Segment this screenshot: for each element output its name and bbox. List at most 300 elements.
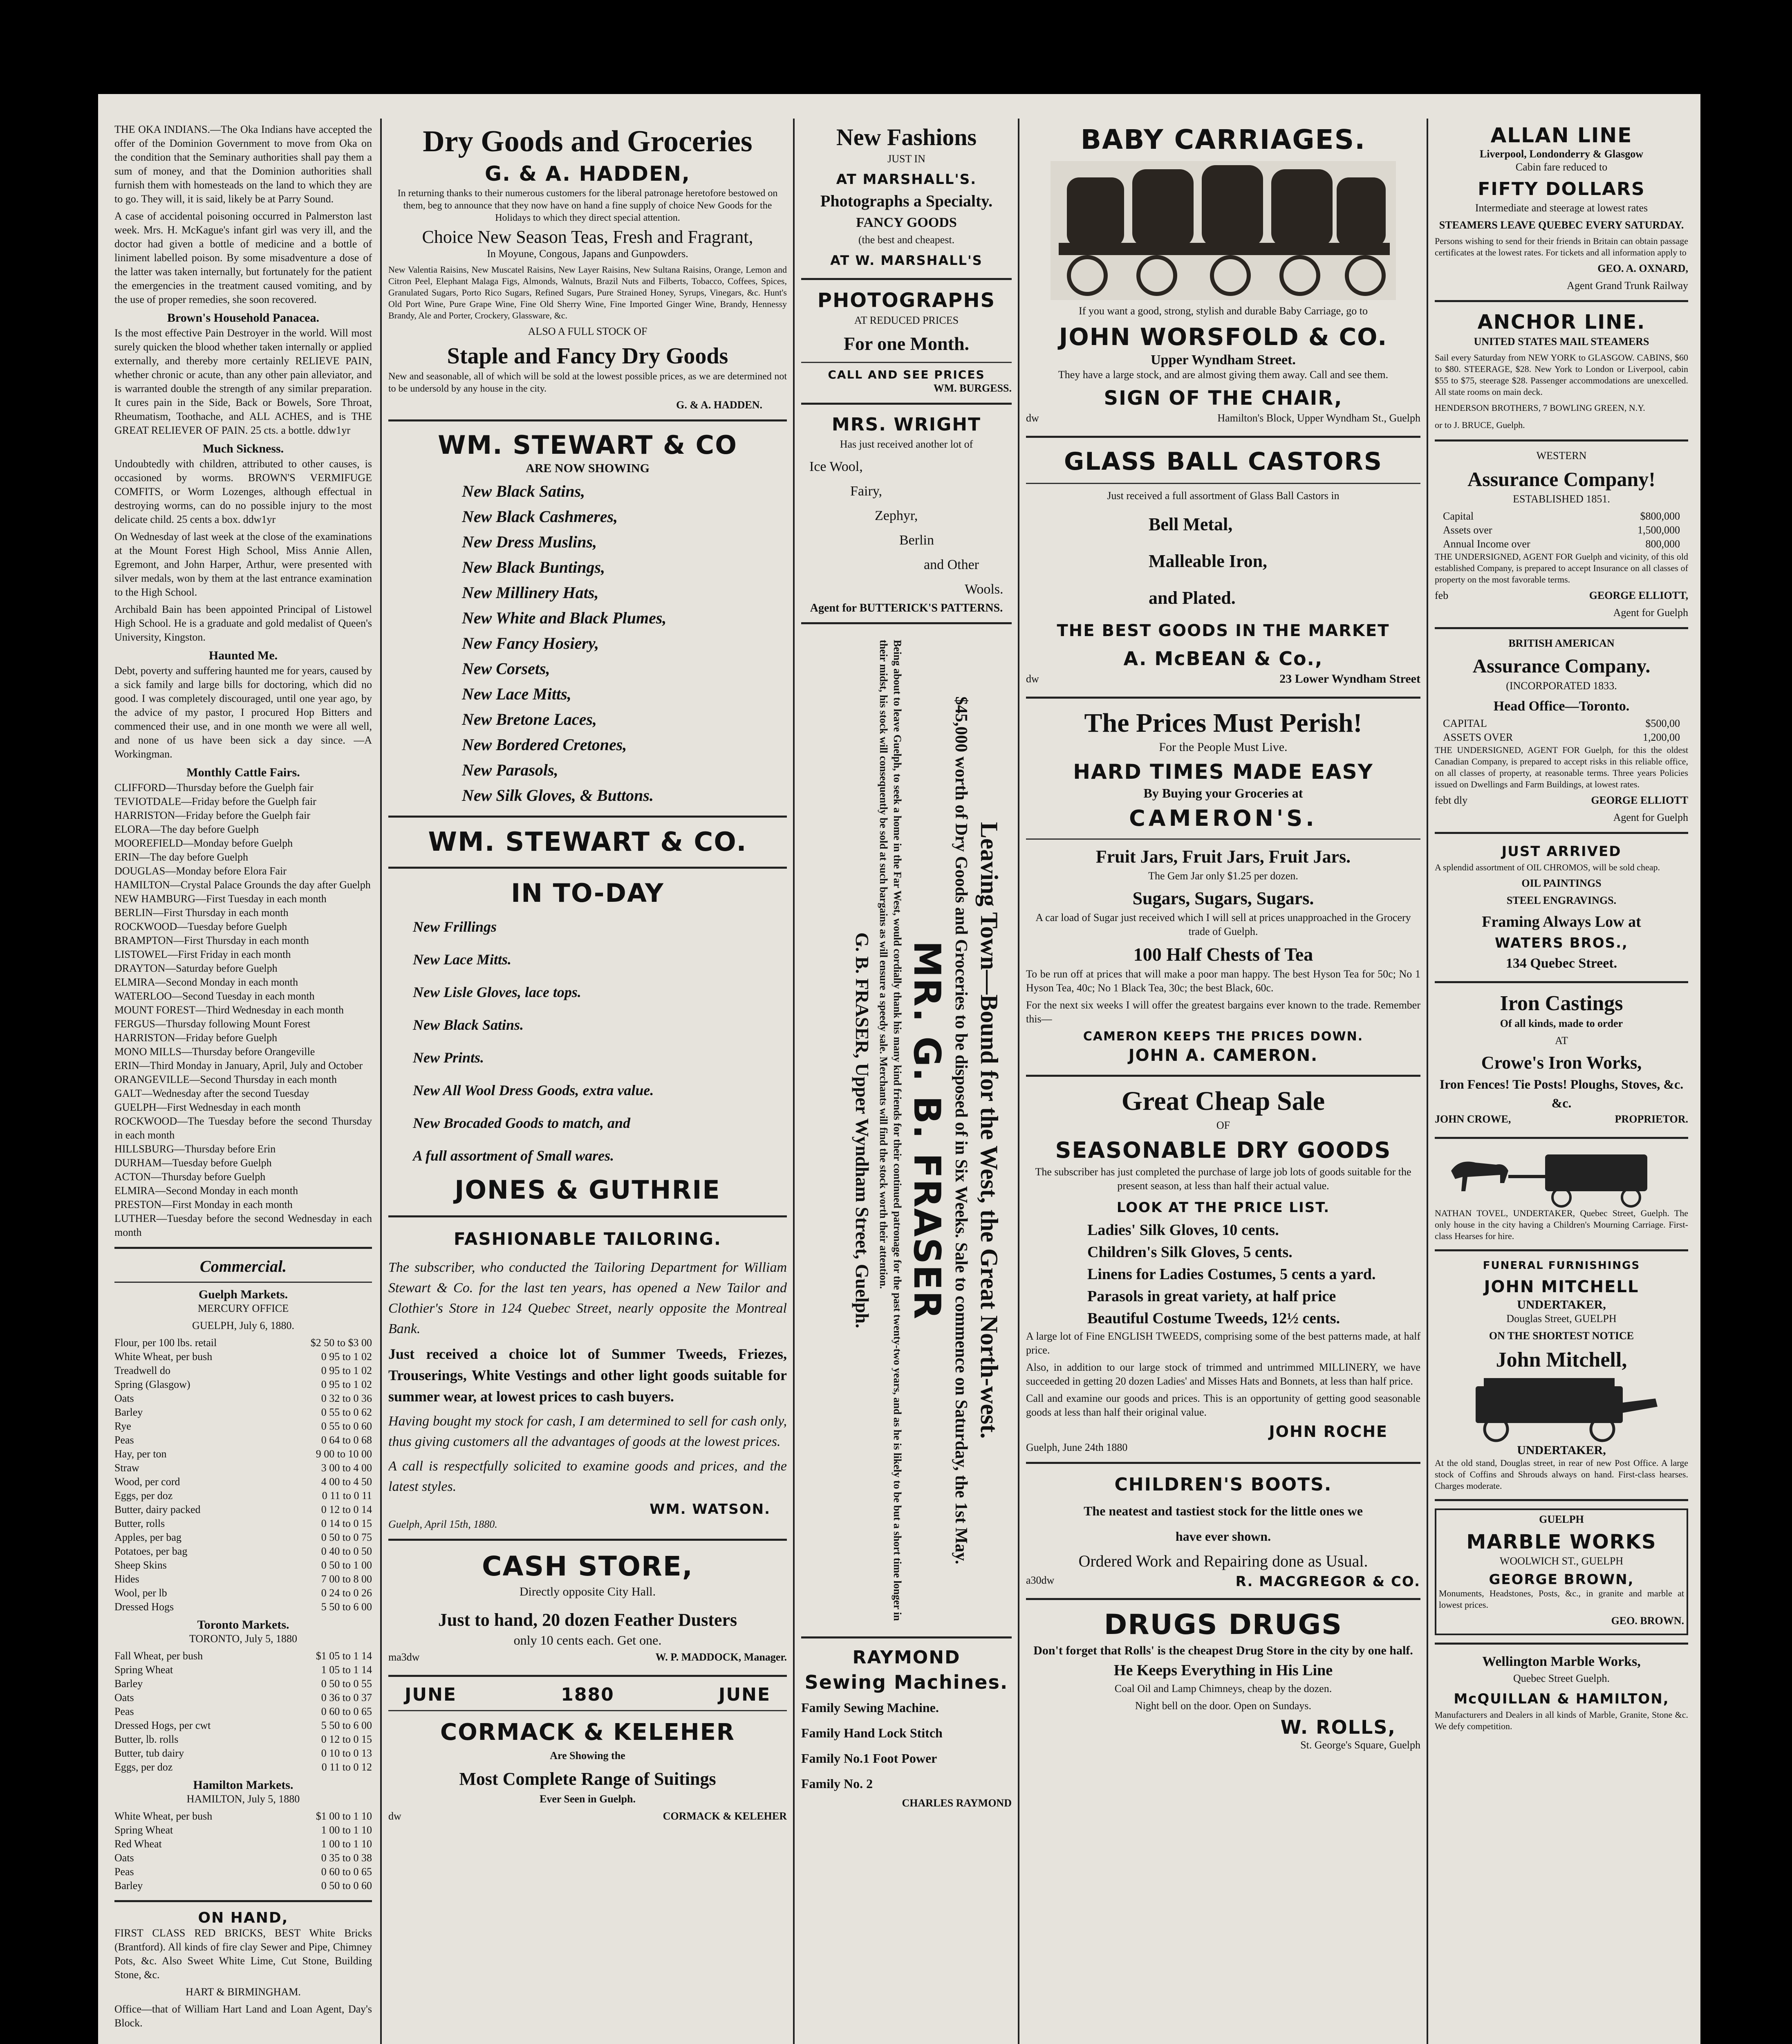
fraser-ad <box>801 632 1012 1629</box>
fair-item: ELMIRA—Second Monday in each month <box>114 1185 298 1197</box>
crowe-title: Iron Castings <box>1500 992 1623 1015</box>
burgess-signature: WM. BURGESS. <box>933 382 1012 394</box>
wright-title: MRS. WRIGHT <box>831 414 981 435</box>
market-item: Oats <box>114 1392 134 1404</box>
tailoring-p4: A call is respectfully solicited to examine goods and prices, and the latest styles. <box>388 1459 787 1494</box>
stewart-item: New Silk Gloves, & Buttons. <box>462 786 654 805</box>
market-item: ASSETS OVER <box>1443 731 1513 743</box>
sickness-heading: Much Sickness. <box>202 442 284 455</box>
allan-signature2: Agent Grand Trunk Railway <box>1567 280 1688 291</box>
tailoring-title: FASHIONABLE TAILORING. <box>454 1229 721 1249</box>
market-price: $800,000 <box>1640 510 1680 522</box>
fair-item: ORANGEVILLE—Second Thursday in each month <box>114 1074 337 1085</box>
column-news <box>114 123 372 2044</box>
divider <box>388 419 787 421</box>
market-price: 0 60 to 0 65 <box>321 1866 372 1878</box>
divider <box>1026 838 1420 840</box>
hadden-list: New Valentia Raisins, New Muscatel Raisins, New Layer Raisins, New Sultana Raisins, Orange, Lemon and Citron Peel, Elephant Malaga Figs, Almonds, Walnuts, Brazil Nuts and Filberts, Tobacco, Coffees, Spices, Granulated Sugars, Porto Rico Sugars, Refined Sugars, Pure Strained Honey, Syrups, Vinegars, &c. Hunt's Old Port Wine, Pure Grape Wine, Fine Old Sherry Wine, Fine Imported Ginger Wine, Brandy, Hennessy Brandy, Ale and Porter, Crockery, Glassware, &c. <box>388 264 787 320</box>
anchor-text: Sail every Saturday from NEW YORK to GLASGOW. CABINS, $60 to $80. STEERAGE, $28. New York to London or Liverpool, cabin $55 to $75, steerage $28. Passenger accommodations are unexcelled. All state rooms on main deck. <box>1435 352 1688 397</box>
ck-title: CORMACK & KELEHER <box>440 1719 735 1746</box>
fashions-title: New Fashions <box>836 124 977 150</box>
ba-incorporated: (INCORPORATED 1833. <box>1506 680 1617 692</box>
column-insurance <box>1435 123 1688 2044</box>
market-price: 1,500,000 <box>1637 524 1680 536</box>
divider <box>114 1282 372 1283</box>
castors-item: and Plated. <box>1149 588 1236 608</box>
allan-cabin: Cabin fare reduced to <box>1515 161 1608 173</box>
waters-name: WATERS BROS., <box>1495 935 1628 951</box>
jg-item: New Lace Mitts. <box>413 951 511 968</box>
market-row <box>1443 509 1680 523</box>
fair-item: HARRISTON—Friday before the Guelph fair <box>114 809 310 821</box>
anchor-signature: HENDERSON BROTHERS, 7 BOWLING GREEN, N.Y. <box>1435 403 1645 413</box>
roche-date: Guelph, June 24th 1880 <box>1026 1441 1128 1453</box>
stewart-list <box>388 479 787 808</box>
drugs-night: Night bell on the door. Open on Sundays. <box>1135 1700 1312 1712</box>
cash-store-title: CASH STORE, <box>482 1551 693 1582</box>
guelph-markets-office: MERCURY OFFICE <box>197 1302 289 1314</box>
mitchell-notice: ON THE SHORTEST NOTICE <box>1489 1330 1634 1342</box>
onhand-office: Office—that of William Hart Land and Loan Agent, Day's Block. <box>114 2003 372 2029</box>
fraser-heading: Leaving Town—Bound for the West, the Great North-west. <box>976 822 1003 1439</box>
market-item: CAPITAL <box>1443 717 1487 729</box>
tovel-text: NATHAN TOVEL, UNDERTAKER, Quebec Street, Guelph. The only house in the city having a Children's Mourning Carriage. First-class Hearses for hire. <box>1435 1208 1688 1241</box>
wright-sub: Has just received another lot of <box>840 438 973 450</box>
market-price: 7 00 to 8 00 <box>321 1573 372 1585</box>
mitchell-text: At the old stand, Douglas street, in rear of new Post Office. A large stock of Coffins and Shrouds always on hand. First-class hearses. Charges moderate. <box>1435 1458 1688 1491</box>
news-bain: Archibald Bain has been appointed Principal of Listowel High School. He is a graduate and gold medalist of Queen's University, Kingston. <box>114 603 372 643</box>
tailoring-date: Guelph, April 15th, 1880. <box>388 1518 497 1530</box>
mcbean-code: dw <box>1026 673 1039 685</box>
market-price: 0 64 to 0 68 <box>321 1434 372 1446</box>
fair-item: TEVIOTDALE—Friday before the Guelph fair <box>114 796 316 807</box>
crowe-footer <box>1435 1112 1688 1130</box>
market-row <box>114 1517 372 1531</box>
cameron-name: CAMERON'S. <box>1129 805 1317 831</box>
divider <box>114 1900 372 1902</box>
market-row <box>114 1732 372 1746</box>
market-row <box>114 1865 372 1879</box>
june-banner <box>388 1684 787 1705</box>
ba-footer <box>1435 793 1688 811</box>
castors-sub: Just received a full assortment of Glass Ball Castors in <box>1107 490 1340 502</box>
market-price: $500,00 <box>1645 717 1680 729</box>
guelph-markets-date: GUELPH, July 6, 1880. <box>192 1320 294 1331</box>
western-signature2: Agent for Guelph <box>1613 607 1688 619</box>
market-row <box>114 1336 372 1350</box>
cameron-tea-text: To be run off at prices that will make a poor man happy. The best Hyson Tea for 50c; No 1 Hyson Tea, 40c; No 1 Black Tea, 30c; the best Black, 60c. <box>1026 968 1420 994</box>
cameron-sugars: Sugars, Sugars, Sugars. <box>1132 888 1314 908</box>
fair-item: GALT—Wednesday after the second Tuesday <box>114 1087 309 1099</box>
divider <box>388 816 787 818</box>
fashions-at: AT MARSHALL'S. <box>836 171 977 188</box>
horse-hearse-icon <box>1443 1146 1680 1208</box>
cash-store-p2: only 10 cents each. Get one. <box>513 1633 662 1647</box>
divider <box>1435 1249 1688 1251</box>
haunted-heading: Haunted Me. <box>208 649 278 662</box>
western-established: ESTABLISHED 1851. <box>1513 493 1610 505</box>
raymond-sub: Sewing Machines. <box>804 1671 1008 1693</box>
stewart-item: New Lace Mitts, <box>462 685 571 703</box>
wellington-address: Quebec Street Guelph. <box>1513 1672 1610 1684</box>
mitchell-head: FUNERAL FURNISHINGS <box>1483 1260 1640 1272</box>
waters-item: STEEL ENGRAVINGS. <box>1506 894 1617 906</box>
drugs-oil: Coal Oil and Lamp Chimneys, cheap by the dozen. <box>1114 1683 1332 1694</box>
market-item: Sheep Skins <box>114 1559 167 1571</box>
jg-signature: JONES & GUTHRIE <box>455 1175 721 1205</box>
fraser-name: MR. G. B. FRASER <box>905 941 948 1320</box>
wellington-title: Wellington Marble Works, <box>1482 1654 1641 1669</box>
market-price: 0 36 to 0 37 <box>321 1692 372 1703</box>
onhand-text: FIRST CLASS RED BRICKS, BEST White Bricks (Brantford). All kinds of fire clay Sewer and Pipe, Chimney Pots, &c. Also Sweet White Lime, Cut Stone, Building Stone, &c. <box>114 1927 372 1981</box>
roche-signature: JOHN ROCHE <box>1269 1423 1388 1441</box>
allan-steam: STEAMERS LEAVE QUEBEC EVERY SATURDAY. <box>1439 219 1684 231</box>
raymond-signature: CHARLES RAYMOND <box>902 1797 1012 1809</box>
fair-item: FERGUS—Thursday following Mount Forest <box>114 1018 310 1030</box>
divider <box>388 1675 787 1677</box>
market-price: 0 12 to 0 14 <box>321 1504 372 1515</box>
divider <box>801 622 1012 624</box>
cameron-tea-text2: For the next six weeks I will offer the greatest bargains ever known to the trade. Remember this— <box>1026 999 1420 1025</box>
drugs-text: Don't forget that Rolls' is the cheapest Drug Store in the city by one half. <box>1033 1644 1413 1657</box>
stewart-item: New Fancy Hosiery, <box>462 634 599 652</box>
chair-code: dw <box>1026 412 1039 424</box>
divider <box>388 1539 787 1541</box>
market-item: Straw <box>114 1462 139 1474</box>
divider <box>388 1710 787 1711</box>
raymond-list <box>801 1695 1012 1796</box>
waters-item: OIL PAINTINGS <box>1521 877 1602 889</box>
sickness-text: Undoubtedly with children, attributed to other causes, is occasioned by worms. BROWN'S VERMIFUGE COMFITS, or Worm Lozenges, although effectual in destroying worms, can do no possible injury to the most delicate child. 25 cents a box. ddw1yr <box>114 458 372 525</box>
hearse-image <box>1443 1146 1680 1208</box>
market-price: 0 40 to 0 50 <box>321 1545 372 1557</box>
hadden-staple: Staple and Fancy Dry Goods <box>447 343 728 369</box>
cameron-signature: JOHN A. CAMERON. <box>1128 1046 1318 1065</box>
market-row <box>114 1378 372 1392</box>
wright-item: Berlin <box>899 533 934 548</box>
market-item: Butter, tub dairy <box>114 1747 184 1759</box>
boots-title: CHILDREN'S BOOTS. <box>1114 1474 1332 1495</box>
market-row <box>114 1837 372 1851</box>
market-item: Potatoes, per bag <box>114 1545 188 1557</box>
roche-text4: Call and examine our goods and prices. This is an opportunity of getting good seasonable goods at less than half their original value. <box>1026 1392 1420 1418</box>
baby-caption: If you want a good, strong, stylish and durable Baby Carriage, go to <box>1079 305 1368 317</box>
roche-text2: A large lot of Fine ENGLISH TWEEDS, comprising some of the best patterns made, at half price. <box>1026 1330 1420 1356</box>
wright-item: and Other <box>924 557 979 572</box>
market-row <box>1443 537 1680 551</box>
divider <box>388 867 787 869</box>
stewart-item: New Black Cashmeres, <box>462 507 618 526</box>
fashions-fancy-sub: (the best and cheapest. <box>858 234 955 246</box>
divider <box>1435 1137 1688 1139</box>
market-price: 0 60 to 0 65 <box>321 1706 372 1717</box>
market-price: 0 32 to 0 36 <box>321 1392 372 1404</box>
waters-text: A splendid assortment of OIL CHROMOS, will be sold cheap. <box>1435 862 1660 872</box>
roche-sub: SEASONABLE DRY GOODS <box>1055 1137 1391 1163</box>
baby-carriages-image <box>1051 161 1396 300</box>
fair-item: BRAMPTON—First Thursday in each month <box>114 935 309 946</box>
market-item: Apples, per bag <box>114 1531 181 1543</box>
cameron-keeps: CAMERON KEEPS THE PRICES DOWN. <box>1083 1029 1364 1044</box>
fair-item: ERIN—Third Monday in January, April, July and October <box>114 1060 363 1071</box>
market-row <box>1443 523 1680 537</box>
divider <box>1435 300 1688 302</box>
market-price: 0 50 to 0 55 <box>321 1678 372 1690</box>
column-rule <box>1427 119 1428 2044</box>
fashions-photo: Photographs a Specialty. <box>820 192 993 210</box>
column-dry-goods <box>388 123 787 2044</box>
raymond-item: Family No.1 Foot Power <box>801 1751 937 1766</box>
ck-signature: CORMACK & KELEHER <box>663 1810 787 1822</box>
crowe-at: AT <box>1555 1035 1568 1047</box>
market-row <box>114 1586 372 1600</box>
market-row <box>114 1705 372 1719</box>
market-price: 0 35 to 0 38 <box>321 1852 372 1864</box>
commercial-heading: Commercial. <box>199 1257 287 1275</box>
market-row <box>114 1851 372 1865</box>
ba-signature2: Agent for Guelph <box>1613 811 1688 823</box>
market-item: Peas <box>114 1434 134 1446</box>
castors-item: Malleable Iron, <box>1149 551 1268 571</box>
market-price: 5 50 to 6 00 <box>321 1601 372 1613</box>
fair-item: PRESTON—First Monday in each month <box>114 1199 293 1210</box>
toronto-markets-heading: Toronto Markets. <box>197 1618 289 1632</box>
roche-item: Ladies' Silk Gloves, 10 cents. <box>1087 1221 1279 1239</box>
market-item: Rye <box>114 1420 131 1432</box>
market-price: $2 50 to $3 00 <box>310 1337 372 1349</box>
market-row <box>114 1600 372 1614</box>
marble-address: WOOLWICH ST., GUELPH <box>1499 1555 1624 1567</box>
worsfold-name: JOHN WORSFOLD & CO. <box>1059 323 1388 351</box>
market-price: 5 50 to 6 00 <box>321 1719 372 1731</box>
stewart-signature: WM. STEWART & CO. <box>428 827 747 857</box>
market-item: Butter, rolls <box>114 1517 165 1529</box>
western-signature: GEORGE ELLIOTT, <box>1589 589 1688 601</box>
tailoring-p3: Having bought my stock for cash, I am determined to sell for cash only, thus giving customers all the advantages of goods at the lowest prices. <box>388 1414 787 1449</box>
fair-item: BERLIN—First Thursday in each month <box>114 907 289 919</box>
wellington-name: McQUILLAN & HAMILTON, <box>1454 1691 1669 1707</box>
divider <box>1435 832 1688 834</box>
jg-title: IN TO-DAY <box>511 878 664 908</box>
western-footer <box>1435 589 1688 606</box>
jg-item: A full assortment of Small wares. <box>413 1148 614 1164</box>
cash-store-code: ma3dw <box>388 1651 420 1663</box>
ba-text: THE UNDERSIGNED, AGENT FOR Guelph, for this the oldest Canadian Company, is prepared to accept risks in this reliable office, on all classes of property, at reasonable terms. Three years Policies issued on Dwellings and Farm Buildings, at lowest rates. <box>1435 745 1688 789</box>
market-price: 0 50 to 1 00 <box>321 1559 372 1571</box>
column-rule <box>380 119 382 2044</box>
market-row <box>114 1809 372 1823</box>
fraser-signature: G. B. FRASER, Upper Wyndham Street, Guelph. <box>852 932 873 1329</box>
market-price: 0 95 to 1 02 <box>321 1378 372 1390</box>
allan-signature: GEO. A. OXNARD, <box>1597 262 1688 274</box>
stewart-title: WM. STEWART & CO <box>438 430 737 460</box>
crowe-proprietor: PROPRIETOR. <box>1615 1113 1688 1125</box>
market-price: 0 12 to 0 15 <box>321 1733 372 1745</box>
market-price: 1 00 to 1 10 <box>321 1838 372 1850</box>
wellington-text: Manufacturers and Dealers in all kinds of Marble, Granite, Stone &c. We defy competition. <box>1435 1710 1688 1731</box>
ck-sub: Are Showing the <box>550 1750 625 1762</box>
market-item: Capital <box>1443 510 1474 522</box>
jg-item: New Brocaded Goods to match, and <box>413 1115 631 1131</box>
chair-title: SIGN OF THE CHAIR, <box>1104 387 1343 410</box>
market-price: $1 05 to 1 14 <box>316 1650 372 1662</box>
fair-item: WATERLOO—Second Tuesday in each month <box>114 990 315 1002</box>
fair-item: ROCKWOOD—The Tuesday before the second Thursday in each month <box>114 1115 372 1141</box>
hadden-signature: G. & A. HADDEN. <box>676 399 762 411</box>
hamilton-markets-heading: Hamilton Markets. <box>193 1778 293 1792</box>
fair-item: HAMILTON—Crystal Palace Grounds the day after Guelph <box>114 879 371 891</box>
divider <box>801 1636 1012 1638</box>
hadden-title: Dry Goods and Groceries <box>423 125 753 158</box>
drugs-address: St. George's Square, Guelph <box>1300 1739 1420 1751</box>
anchor-title: ANCHOR LINE. <box>1477 311 1646 334</box>
market-row <box>114 1823 372 1837</box>
news-oka: THE OKA INDIANS.—The Oka Indians have accepted the offer of the Dominion Government to move from Oka on the condition that the Seminary authorities shall pay them a sum of money, and that the Dominion authorities shall furnish them with homesteads on the land to which they are to go. They will, it is said, likely be at Parry Sound. <box>114 123 372 205</box>
market-item: White Wheat, per bush <box>114 1351 213 1363</box>
fair-item: HARRISTON—Friday before Guelph <box>114 1032 278 1044</box>
divider <box>1026 697 1420 699</box>
june-left: JUNE <box>405 1684 457 1705</box>
raymond-item: Family No. 2 <box>801 1776 873 1791</box>
marble-box <box>1435 1508 1688 1635</box>
mitchell-title: John Mitchell, <box>1496 1348 1627 1372</box>
market-item: Spring (Glasgow) <box>114 1378 190 1390</box>
roche-title: Great Cheap Sale <box>1121 1086 1325 1116</box>
column-rule <box>1018 119 1019 2044</box>
allan-title: ALLAN LINE <box>1490 123 1633 147</box>
market-row <box>114 1392 372 1405</box>
castors-best: THE BEST GOODS IN THE MARKET <box>1057 621 1390 640</box>
divider <box>1026 483 1420 484</box>
cameron-hard: HARD TIMES MADE EASY <box>1073 760 1373 784</box>
market-price: 0 95 to 1 02 <box>321 1351 372 1363</box>
market-price: 0 50 to 0 60 <box>321 1880 372 1892</box>
market-row <box>114 1746 372 1760</box>
crowe-name: Crowe's Iron Works, <box>1481 1053 1642 1073</box>
hadden-thanks: In returning thanks to their numerous customers for the liberal patronage heretofore bestowed on them, beg to announce that they now have on hand a fine supply of choice New Goods for the Holidays to which they direct special attention. <box>397 188 778 223</box>
divider <box>1026 1598 1420 1600</box>
worsfold-address: Upper Wyndham Street. <box>1151 352 1296 368</box>
stewart-item: New Parasols, <box>462 761 558 779</box>
market-price: 1 05 to 1 14 <box>321 1664 372 1676</box>
market-row <box>1443 731 1680 744</box>
hadden-name: G. & A. HADDEN, <box>484 162 691 186</box>
divider <box>1435 981 1688 983</box>
hadden-staple-sub: New and seasonable, all of which will be sold at the lowest possible prices, as we are determined not to be undersold by any house in the city. <box>388 371 787 394</box>
wright-agent: Agent for BUTTERICK'S PATTERNS. <box>810 602 1003 614</box>
wright-item: Fairy, <box>850 484 883 499</box>
fairs-heading: Monthly Cattle Fairs. <box>186 766 300 779</box>
roche-item: Children's Silk Gloves, 5 cents. <box>1087 1244 1292 1261</box>
fashions-fancy: FANCY GOODS <box>856 215 957 230</box>
market-item: Dressed Hogs <box>114 1601 174 1613</box>
market-item: Butter, dairy packed <box>114 1504 201 1515</box>
anchor-signature2: or to J. BRUCE, Guelph. <box>1435 420 1525 430</box>
worsfold-text: They have a large stock, and are almost giving them away. Call and see them. <box>1058 369 1389 381</box>
market-row <box>114 1350 372 1364</box>
stewart-subtitle: ARE NOW SHOWING <box>526 462 650 475</box>
tailoring-p2: Just received a choice lot of Summer Tweeds, Friezes, Trouserings, White Vestings and other light goods suitable for summer wear, at lowest prices to cash buyers. <box>388 1346 787 1405</box>
castors-list <box>1026 506 1420 616</box>
fair-item: LISTOWEL—First Friday in each month <box>114 948 291 960</box>
market-row <box>114 1663 372 1677</box>
jg-item: New All Wool Dress Goods, extra value. <box>413 1082 654 1098</box>
fairs-list <box>114 781 372 1239</box>
guelph-markets-heading: Guelph Markets. <box>198 1288 288 1301</box>
jg-item: New Lisle Gloves, lace tops. <box>413 984 581 1000</box>
market-row <box>114 1649 372 1663</box>
cameron-tea: 100 Half Chests of Tea <box>1133 944 1313 965</box>
divider <box>1435 627 1688 629</box>
market-price: 0 11 to 0 12 <box>321 1761 372 1773</box>
panacea-text: Is the most effective Pain Destroyer in the world. Will most surely quicken the blood whether taken internally or applied externally, and thereby more certainly RELIEVE PAIN, whether chronic or acute, than any other pain alleviator, and is warranted double the strength of any similar preparation. It cures pain in the Side, Back or Bowels, Sore Throat, Rheumatism, Toothache, and ALL ACHES, and is THE GREAT RELIEVER OF PAIN. 25 cts. a bottle. ddw1yr <box>114 327 372 436</box>
fashions-just: JUST IN <box>887 153 925 165</box>
allan-fifty: FIFTY DOLLARS <box>1478 179 1645 199</box>
hearse-icon <box>1451 1374 1672 1443</box>
market-row <box>114 1677 372 1691</box>
tailoring-signature: WM. WATSON. <box>650 1501 771 1517</box>
wright-item: Zephyr, <box>875 508 918 523</box>
jg-item: New Prints. <box>413 1049 484 1066</box>
june-right: JUNE <box>719 1684 771 1705</box>
market-item: Red Wheat <box>114 1838 162 1850</box>
market-item: Butter, lb. rolls <box>114 1733 179 1745</box>
ba-code: febt dly <box>1435 794 1468 806</box>
waters-frame: Framing Always Low at <box>1482 913 1641 930</box>
market-price: 1,200,00 <box>1643 731 1680 743</box>
market-row <box>114 1719 372 1732</box>
cameron-jars: Fruit Jars, Fruit Jars, Fruit Jars. <box>1095 847 1351 867</box>
raymond-title: RAYMOND <box>852 1647 961 1668</box>
cash-store-sub: Directly opposite City Hall. <box>519 1585 656 1598</box>
market-item: Wool, per lb <box>114 1587 167 1599</box>
market-item: Barley <box>114 1406 143 1418</box>
wright-list <box>801 455 1012 602</box>
market-item: Wood, per cord <box>114 1476 180 1488</box>
roche-text3: Also, in addition to our large stock of trimmed and untrimmed MILLINERY, we have succeeded in getting 20 dozen Ladies' and Misses Hats and Bonnets, at less than half price. <box>1026 1361 1420 1387</box>
cameron-gem: The Gem Jar only $1.25 per dozen. <box>1148 870 1298 882</box>
boots-code: a30dw <box>1026 1574 1055 1586</box>
stewart-item: New Bretone Laces, <box>462 710 597 728</box>
mcbean-footer <box>1026 672 1420 689</box>
boots-signature: R. MACGREGOR & CO. <box>1235 1573 1420 1590</box>
market-item: Peas <box>114 1706 134 1717</box>
stewart-item: New Black Satins, <box>462 482 585 500</box>
raymond-item: Family Hand Lock Stitch <box>801 1726 943 1740</box>
cameron-sugar-text: A car load of Sugar just received which I will sell at prices unapproached in the Grocery trade of Guelph. <box>1035 912 1411 937</box>
market-price: 1 00 to 1 10 <box>321 1824 372 1836</box>
castors-title: GLASS BALL CASTORS <box>1064 447 1383 476</box>
chair-address: Hamilton's Block, Upper Wyndham St., Guelph <box>1217 412 1420 424</box>
toronto-markets-date: TORONTO, July 5, 1880 <box>189 1633 298 1645</box>
mitchell-hearse-image <box>1451 1374 1672 1443</box>
market-item: Fall Wheat, per bush <box>114 1650 203 1662</box>
chair-footer <box>1026 411 1420 428</box>
market-item: Barley <box>114 1880 143 1892</box>
ba-figures <box>1435 717 1688 744</box>
burgess-for: For one Month. <box>843 333 970 354</box>
marble-signature: GEO. BROWN. <box>1611 1615 1684 1627</box>
wright-item: Ice Wool, <box>809 459 863 474</box>
divider <box>801 403 1012 405</box>
hamilton-markets-table <box>114 1809 372 1893</box>
marble-small: GUELPH <box>1539 1513 1584 1525</box>
market-row <box>114 1433 372 1447</box>
ba-title: Assurance Company. <box>1472 655 1651 677</box>
western-text: THE UNDERSIGNED, AGENT FOR Guelph and vicinity, of this old established Company, is prepared to accept Insurance on all classes of property on the most favorable terms. <box>1435 551 1688 585</box>
market-row <box>114 1461 372 1475</box>
fair-item: DOUGLAS—Monday before Elora Fair <box>114 865 287 877</box>
